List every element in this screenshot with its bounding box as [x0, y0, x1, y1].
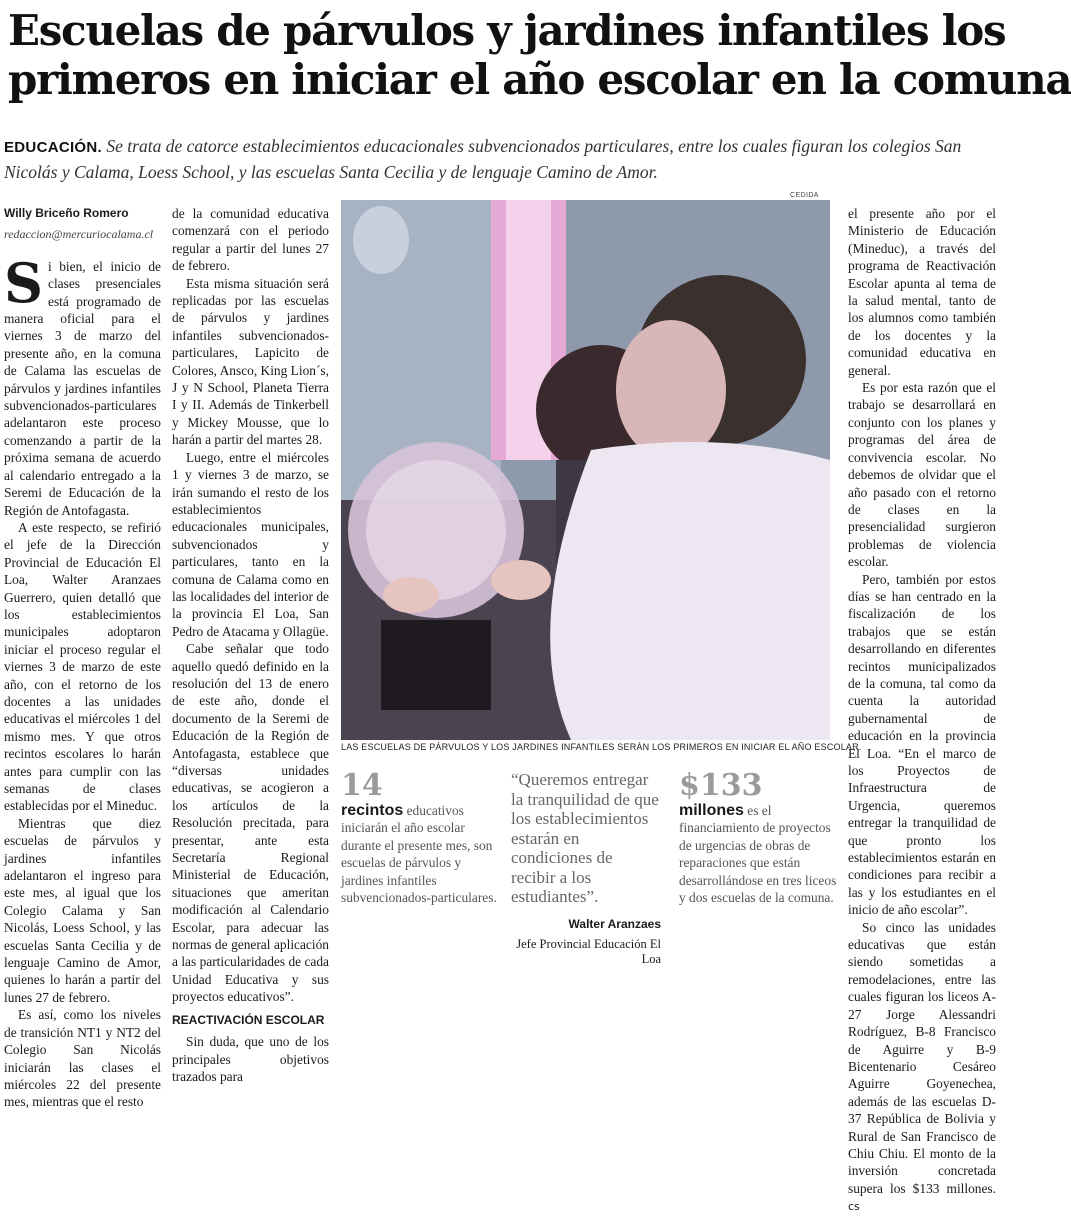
photo-illustration [341, 200, 830, 740]
end-mark: cs [848, 1200, 860, 1214]
pull-quote [511, 770, 661, 967]
stat-number: $133 [679, 768, 763, 803]
paragraph: de la comunidad educativa comenzará con el periodo regular a partir del lunes 27 de febrero. [172, 206, 329, 274]
quote-author-role: Jefe Provincial Educación El Loa [516, 936, 661, 966]
stat-box-millones [679, 770, 842, 906]
headline-line-1: Escuelas de párvulos y jardines infantiles los [8, 6, 1006, 55]
paragraph: Es por esta razón que el trabajo se desarrollará en conjunto con los planes y programas del área de convivencia escolar. No debemos de olvidar que el año pasado con el retorno de clases en la presencialidad surgieron problemas de violencia escolar. [848, 380, 996, 570]
stat-box-recintos [341, 770, 501, 906]
paragraph: el presente año por el Ministerio de Educación (Mineduc), a través del programa de Reactivación Escolar apunta al tema de la salud mental, tanto de los alumnos como también de los docentes y la comunidad educativa en general. [848, 206, 996, 378]
stat-text: educativos iniciarán el año escolar durante el presente mes, son escuelas de párvulos y jardines infantiles subvencionados-particulares. [341, 803, 497, 906]
photo-credit: CEDIDA [790, 192, 819, 199]
paragraph [848, 919, 996, 1216]
drop-cap: S [4, 250, 43, 315]
stat-text: es el financiamiento de proyectos de urgencias de obras de reparaciones que están desarrollándose en tres liceos y dos escuelas de la comuna. [679, 803, 837, 906]
article-column-3 [848, 205, 996, 1216]
byline-email: redaccion@mercuriocalama.cl [4, 227, 154, 242]
lede [4, 134, 994, 184]
paragraph-text: So cinco las unidades educativas que están siendo sometidas a remodelaciones, entre las cuales figuran los liceos A-27 Jorge Alessandri Rodríguez, B-8 Francisco de Aguirre y B-9 Bicentenario Cesáreo Aguirre Goyenechea, además de las escuelas D-37 República de Bolivia y Rural de San Francisco de Chiu Chiu. El monto de la inversión concretada supera los $133 millones. [848, 919, 996, 1196]
headline-line-2: primeros en iniciar el año escolar en la comuna [8, 55, 1071, 104]
stat-lead: recintos [341, 802, 404, 819]
lede-text: Se trata de catorce establecimientos educacionales subvencionados particulares, entre los cuales figuran los colegios San Nicolás y Calama, Loess School, y las escuelas Santa Cecilia y de lenguaje Camino de Amor. [4, 136, 962, 182]
section-subhead: REACTIVACIÓN ESCOLAR [172, 1012, 325, 1027]
article-photo [341, 200, 830, 740]
article-column-1 [4, 205, 161, 1111]
article-column-2 [172, 205, 329, 1085]
paragraph: Cabe señalar que todo aquello quedó definido en la resolución del 13 de enero de este año, donde el documento de la Seremi de Educación de la Región de Antofagasta, establece que “diversas unidades educativas, se acogieron a los artículos de la Resolución precitada, para presentar, ante esta Secretaría Regional Ministerial de Educación, situaciones que ameritan modificación al Calendario Escolar, para adecuar las normas de general aplicación a las particularidades de cada Unidad Educativa y sus proyectos educativos”. [172, 641, 329, 1005]
paragraph: Pero, también por estos días se han centrado en la fiscalización de los trabajos que se están desarrollando en diferentes recintos municipalizados de la comuna, tal como da cuenta la autoridad gubernamental de educación en la provincia El Loa. “En el marco de los Proyectos de Infraestructura de Urgencia, queremos entregar la tranquilidad de que pronto los establecimientos estarán en condiciones para recibir a las y los estudiantes en el inicio de año escolar”. [848, 571, 996, 918]
paragraph [4, 250, 161, 519]
stat-lead: millones [679, 802, 744, 819]
paragraph: Mientras que diez escuelas de párvulos y jardines infantiles adelantaron el ingreso para este mes, al igual que los Colegio Calama y San Nicolás, Loess School, y las escuelas Santa Cecilia y de lenguaje Camino de Amor, quienes lo harán a partir del lunes 27 de febrero. [4, 815, 161, 1005]
section-kicker: EDUCACIÓN. [4, 139, 103, 156]
paragraph: Esta misma situación será replicadas por las escuelas de párvulos y jardines infantiles subvencionados-particulares, Lapicito de Colores, Ansco, King Lion´s, J y N School, Planeta Tierra I y II. Además de Tinkerbell y Mickey Mousse, que lo harán a partir del martes 28. [172, 275, 329, 448]
paragraph: Luego, entre el miércoles 1 y viernes 3 de marzo, se irán sumando el resto de los establecimientos educacionales municipales, subvencionados y particulares, tanto en la comuna de Calama como en las localidades del interior de la provincia El Loa, San Pedro de Atacama y Ollagüe. [172, 449, 329, 639]
headline [8, 6, 1071, 104]
paragraph-text: i bien, el inicio de clases presenciales está programado de manera oficial para el viernes 3 de marzo del presente año, en la comuna de Calama las escuelas de párvulos y jardines infantiles subvencionados-particulares adelantaron este proceso comenzando a partir de la próxima semana de acuerdo al calendario entregado a la Seremi de Educación de la Región de Antofagasta. [4, 258, 161, 518]
byline-author: Willy Briceño Romero [4, 206, 129, 220]
photo-caption: LAS ESCUELAS DE PÁRVULOS Y LOS JARDINES INFANTILES SERÁN LOS PRIMEROS EN INICIAR EL AÑO ESCOLAR. [341, 742, 862, 752]
paragraph: Es así, como los niveles de transición NT1 y NT2 del Colegio San Nicolás iniciarán las clases el miércoles 22 del presente mes, mientras que el resto [4, 1007, 161, 1110]
stat-number: 14 [341, 768, 383, 803]
paragraph: Sin duda, que uno de los principales objetivos trazados para [172, 1034, 329, 1084]
quote-text: “Queremos entregar la tranquilidad de que los establecimientos estarán en condiciones de recibir a los estudiantes”. [511, 770, 659, 906]
quote-author: Walter Aranzaes [568, 916, 661, 931]
paragraph: A este respecto, se refirió el jefe de la Dirección Provincial de Educación El Loa, Walter Aranzaes Guerrero, quien detalló que los establecimientos municipales adoptaron iniciar el proceso regular el viernes 3 de marzo de este año, con el retorno de los docentes a las unidades educativas el miércoles 1 del mismo mes. Y que otros recintos escolares lo harán antes para cumplir con las semanas de clases establecidas por el Mineduc. [4, 519, 161, 814]
